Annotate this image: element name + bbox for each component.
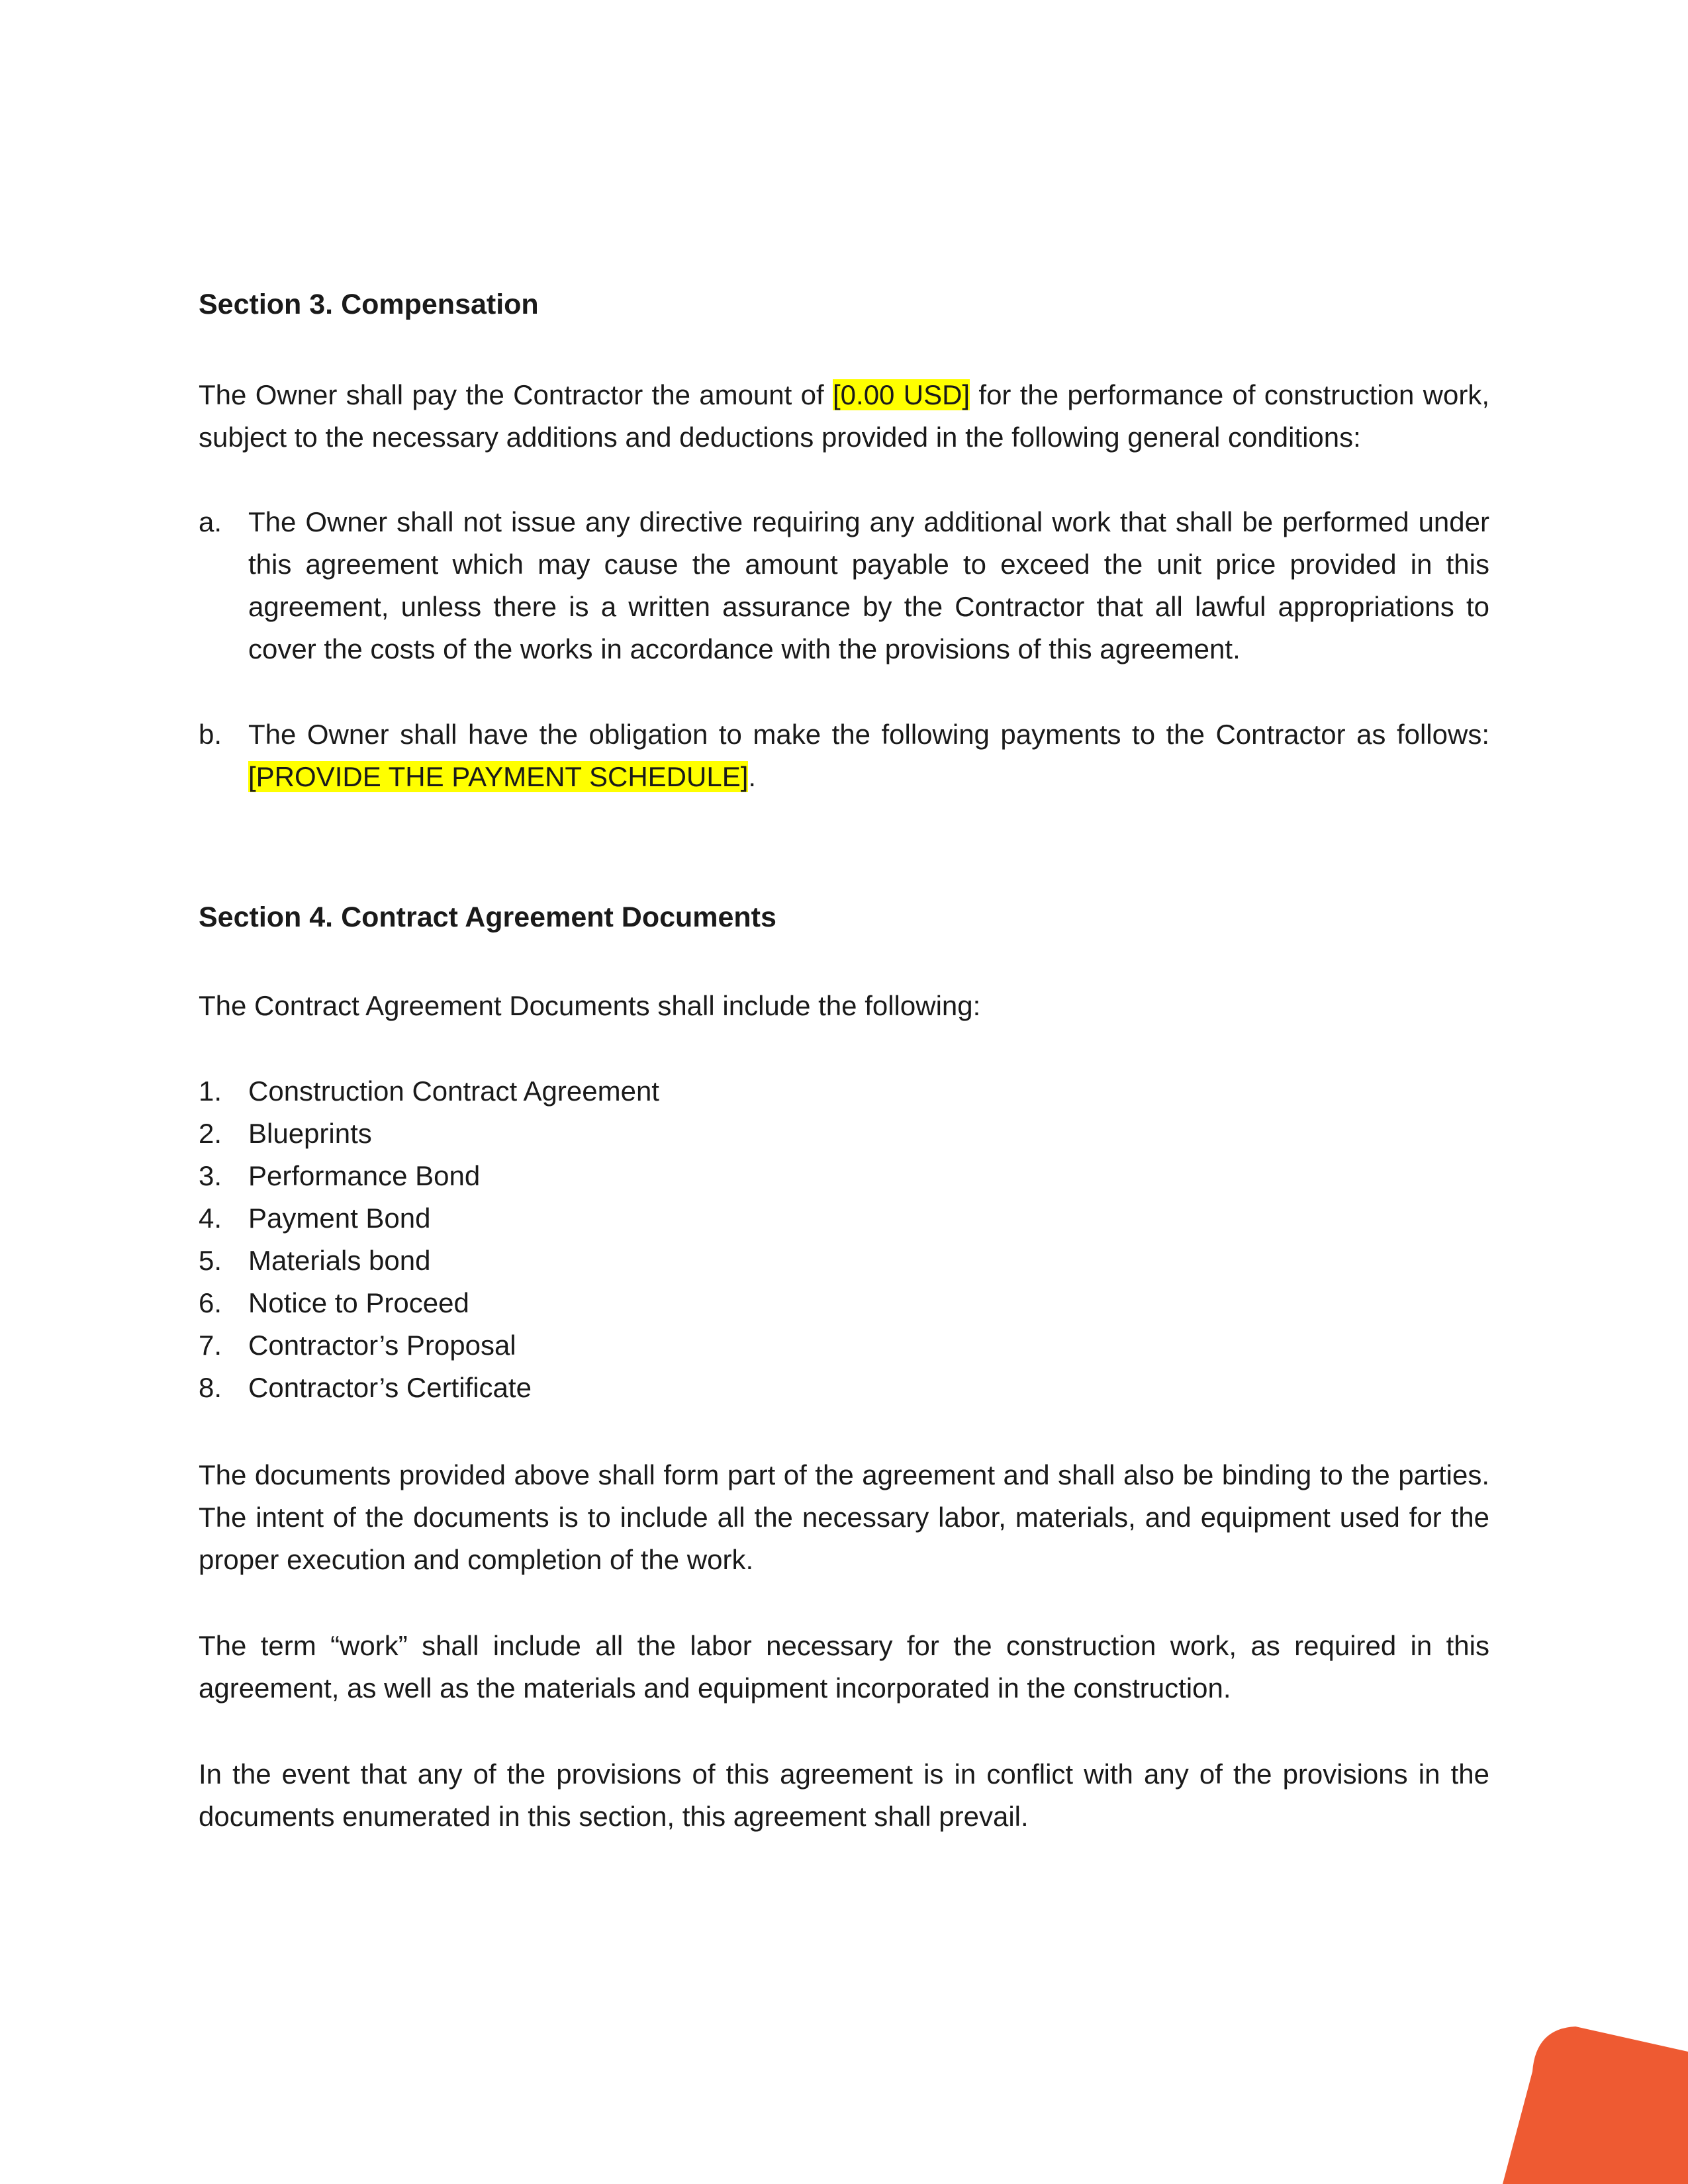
document-list-item xyxy=(199,1155,480,1197)
document-label: Performance Bond xyxy=(248,1160,481,1191)
document-number: 7. xyxy=(199,1330,222,1361)
section-4-heading: Section 4. Contract Agreement Documents xyxy=(199,901,776,933)
document-number: 6. xyxy=(199,1287,222,1318)
document-label: Blueprints xyxy=(248,1118,372,1149)
compensation-intro-end: for the performance of construction work, subject to the necessary additions and deductions provided in the following general conditions: xyxy=(199,379,1489,453)
amount-placeholder: [0.00 USD] xyxy=(833,379,970,410)
compensation-intro-start: The Owner shall pay the Contractor the amount of xyxy=(199,379,833,410)
document-number: 3. xyxy=(199,1160,222,1191)
document-number: 8. xyxy=(199,1372,222,1403)
work-definition-paragraph: The term “work” shall include all the labor necessary for the construction work, as required in this agreement, as well as the materials and equipment incorporated in the construction. xyxy=(199,1630,1489,1704)
condition-text-start: The Owner shall have the obligation to make the following payments to the Contractor as follows: xyxy=(248,719,1489,750)
condition-text-suffix: . xyxy=(748,761,757,792)
document-label: Payment Bond xyxy=(248,1203,431,1234)
conflict-paragraph: In the event that any of the provisions of this agreement is in conflict with any of the provisions in the documents enumerated in this section, this agreement shall prevail. xyxy=(199,1758,1489,1832)
document-list-item xyxy=(199,1197,431,1240)
document-number: 1. xyxy=(199,1075,222,1107)
condition-marker: b. xyxy=(199,719,222,750)
document-label: Contractor’s Proposal xyxy=(248,1330,516,1361)
compensation-paragraph xyxy=(199,374,1489,459)
document-number: 4. xyxy=(199,1203,222,1234)
payment-schedule-placeholder: [PROVIDE THE PAYMENT SCHEDULE] xyxy=(248,761,749,792)
document-list-item xyxy=(199,1113,372,1155)
document-list-item xyxy=(199,1070,659,1113)
condition-marker: a. xyxy=(199,506,222,537)
document-label: Notice to Proceed xyxy=(248,1287,469,1318)
document-label: Contractor’s Certificate xyxy=(248,1372,532,1403)
condition-text: The Owner shall not issue any directive requiring any additional work that shall be performed under this agreement which may cause the amount payable to exceed the unit price provided in this agreement, unless there is a written assurance by the Contractor that all lawful appropriations to cover the costs of the works in accordance with the provisions of this agreement. xyxy=(248,506,1489,664)
document-label: Construction Contract Agreement xyxy=(248,1075,659,1107)
document-list-item xyxy=(199,1367,532,1409)
document-list-item xyxy=(199,1240,430,1282)
document-list-item xyxy=(199,1324,516,1367)
condition-text xyxy=(248,713,1489,798)
document-label: Materials bond xyxy=(248,1245,431,1276)
section-3-heading: Section 3. Compensation xyxy=(199,289,539,320)
corner-accent-shape xyxy=(1503,2019,1688,2184)
documents-binding-paragraph: The documents provided above shall form part of the agreement and shall also be binding to the parties. The intent of the documents is to include all the necessary labor, materials, and equipment used for the proper execution and completion of the work. xyxy=(199,1459,1489,1575)
document-number: 5. xyxy=(199,1245,222,1276)
documents-intro: The Contract Agreement Documents shall include the following: xyxy=(199,990,981,1021)
document-list-item xyxy=(199,1282,469,1324)
document-number: 2. xyxy=(199,1118,222,1149)
